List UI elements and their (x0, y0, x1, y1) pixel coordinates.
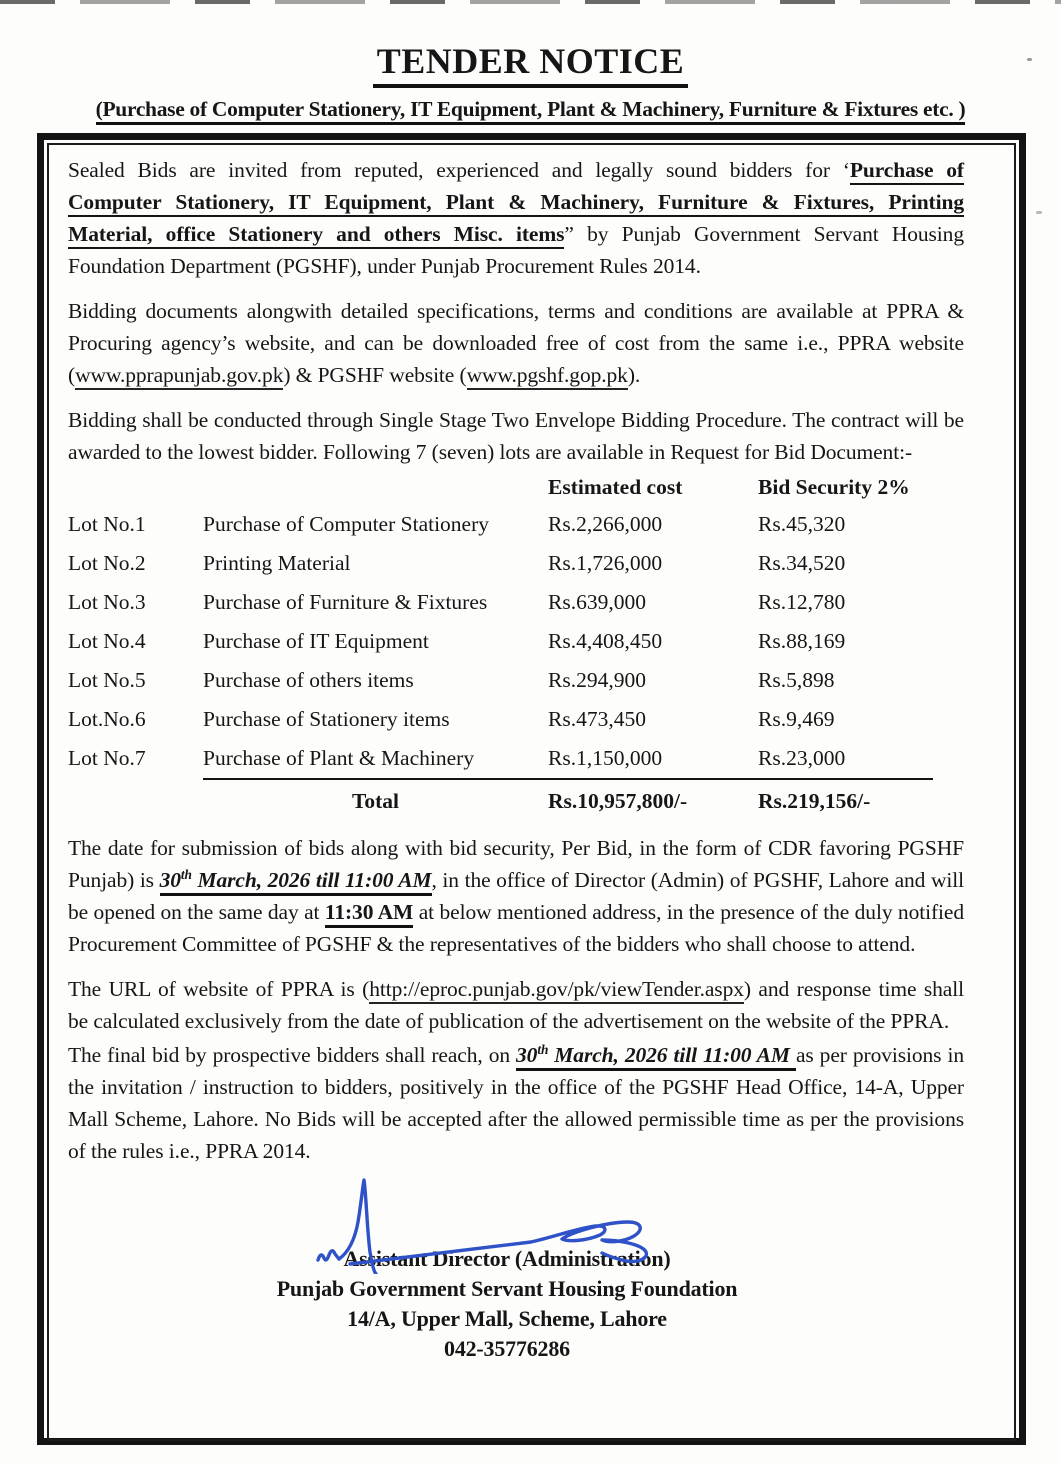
lot-bid-security: Rs.34,520 (758, 551, 846, 575)
paragraph-final-bid: The final bid by prospective bidders shall reach, on 30th March, 2026 till 11:00 AM as per provisions in the invitation / instruction to bidders, positively in the office of the PGSHF Head Office, 14-A, Upper Mall Scheme, Lahore. No Bids will be accepted after the allowed permissible time as per the provisions of the rules i.e., PPRA 2014. (68, 1041, 964, 1163)
lot-description: Purchase of Stationery items (203, 707, 450, 731)
paragraph-submission: The date for submission of bids along with bid security, Per Bid, in the form of CDR favoring PGSHF Punjab) is 30th March, 2026 till 11:00 AM, in the office of Director (Admin) of PGSHF, Lahore and will be opened on the same day at 11:30 AM at below mentioned address, in the presence of the duly notified Procurement Committee of PGSHF & the representatives of the bidders who shall choose to attend. (68, 836, 964, 956)
paragraph-procedure: Bidding shall be conducted through Single Stage Two Envelope Bidding Procedure. The contract will be awarded to the lowest bidder. Following 7 (seven) lots are available in Request for Bid Document:- (68, 408, 964, 464)
paragraph-invitation: Sealed Bids are invited from reputed, experienced and legally sound bidders for ‘Purchase of Computer Stationery, IT Equipment, Plant & Machinery, Furniture & Fixtures, Printing Material, office Stationery and others Misc. items” by Punjab Government Servant Housing Foundation Department (PGSHF), under Punjab Procurement Rules 2014. (68, 158, 964, 278)
lot-bid-security: Rs.5,898 (758, 668, 835, 692)
lot-number: Lot No.2 (68, 551, 146, 575)
table-row (68, 739, 968, 779)
eproc-url-link: http://eproc.punjab.gov/pk/viewTender.aspx (369, 977, 744, 1004)
page-title: TENDER NOTICE (373, 42, 689, 88)
signatory-address: 14/A, Upper Mall, Scheme, Lahore (347, 1306, 667, 1331)
lot-estimated-cost: Rs.2,266,000 (548, 512, 663, 536)
col-header-estimated-cost: Estimated cost (548, 475, 683, 499)
lots-table (68, 468, 968, 821)
paragraph-documents: Bidding documents alongwith detailed specifications, terms and conditions are available at PPRA & Procuring agency’s website, and can be downloaded free of cost from the same i.e., PPRA website (www.pprapunjab.gov.pk) & PGSHF website (www.pgshf.gop.pk). (68, 295, 964, 391)
lot-number: Lot No.4 (68, 629, 146, 653)
table-total-row (68, 779, 968, 821)
signatory-phone: 042-35776286 (444, 1336, 570, 1361)
table-row (68, 622, 968, 661)
notice-box-inner (47, 143, 1016, 1441)
signature-ink-image (306, 1174, 676, 1274)
scan-artifact (1027, 58, 1032, 61)
lot-bid-security: Rs.12,780 (758, 590, 846, 614)
col-header-bid-security: Bid Security 2% (758, 475, 910, 499)
opening-time: 11:30 AM (325, 900, 413, 928)
final-bid-deadline: 30th March, 2026 till 11:00 AM (516, 1043, 796, 1071)
signatory-organization: Punjab Government Servant Housing Foundation (276, 1276, 738, 1301)
signatory-title: Assistant Director (Administration) (343, 1246, 671, 1271)
lot-number: Lot No.1 (68, 512, 146, 536)
lot-estimated-cost: Rs.639,000 (548, 590, 646, 614)
pgshf-website-link: www.pgshf.gop.pk (467, 363, 628, 390)
lot-number: Lot No.5 (68, 668, 146, 692)
lot-number: Lot.No.6 (68, 707, 146, 731)
notice-box (37, 133, 1026, 1445)
lot-bid-security: Rs.45,320 (758, 512, 846, 536)
table-row (68, 583, 968, 622)
table-row (68, 700, 968, 739)
lot-description: Purchase of others items (203, 668, 414, 692)
lot-description: Printing Material (203, 551, 351, 575)
subject-emphasis: Purchase of Computer Stationery, IT Equipment, Plant & Machinery, Furniture & Fixtures, Printing Material, office Stationery and others Misc. items (68, 158, 964, 249)
table-row (68, 661, 968, 700)
total-label: Total (352, 789, 399, 813)
lot-bid-security: Rs.88,169 (758, 629, 846, 653)
scan-artifact (1036, 211, 1042, 214)
scan-artifact-topline (0, 0, 1061, 4)
ppra-website-link: www.pprapunjab.gov.pk (75, 363, 283, 390)
paragraph-ppra-url: The URL of website of PPRA is (http://eproc.punjab.gov/pk/viewTender.aspx) and response time shall be calculated exclusively from the date of publication of the advertisement on the website of the PPRA. (68, 977, 964, 1033)
lot-number: Lot No.7 (68, 746, 146, 770)
lot-description: Purchase of IT Equipment (203, 629, 429, 653)
lot-description: Purchase of Plant & Machinery (203, 739, 548, 779)
table-row (68, 505, 968, 544)
lot-bid-security: Rs.9,469 (758, 707, 835, 731)
table-header-row (68, 468, 968, 505)
lot-estimated-cost: Rs.1,150,000 (548, 739, 758, 779)
lot-number: Lot No.3 (68, 590, 146, 614)
page-subtitle: (Purchase of Computer Stationery, IT Equipment, Plant & Machinery, Furniture & Fixtures etc. ) (0, 97, 1061, 123)
submission-deadline: 30th March, 2026 till 11:00 AM (160, 868, 432, 896)
signature-block (68, 1174, 964, 1364)
lot-estimated-cost: Rs.473,450 (548, 707, 646, 731)
lot-estimated-cost: Rs.4,408,450 (548, 629, 663, 653)
lot-description: Purchase of Furniture & Fixtures (203, 590, 488, 614)
document-header (0, 0, 1061, 122)
total-bid-security: Rs.219,156/- (758, 789, 871, 813)
lot-description: Purchase of Computer Stationery (203, 512, 490, 536)
lot-bid-security: Rs.23,000 (758, 739, 933, 779)
total-estimated-cost: Rs.10,957,800/- (548, 789, 688, 813)
table-row (68, 544, 968, 583)
lot-estimated-cost: Rs.1,726,000 (548, 551, 663, 575)
lot-estimated-cost: Rs.294,900 (548, 668, 646, 692)
